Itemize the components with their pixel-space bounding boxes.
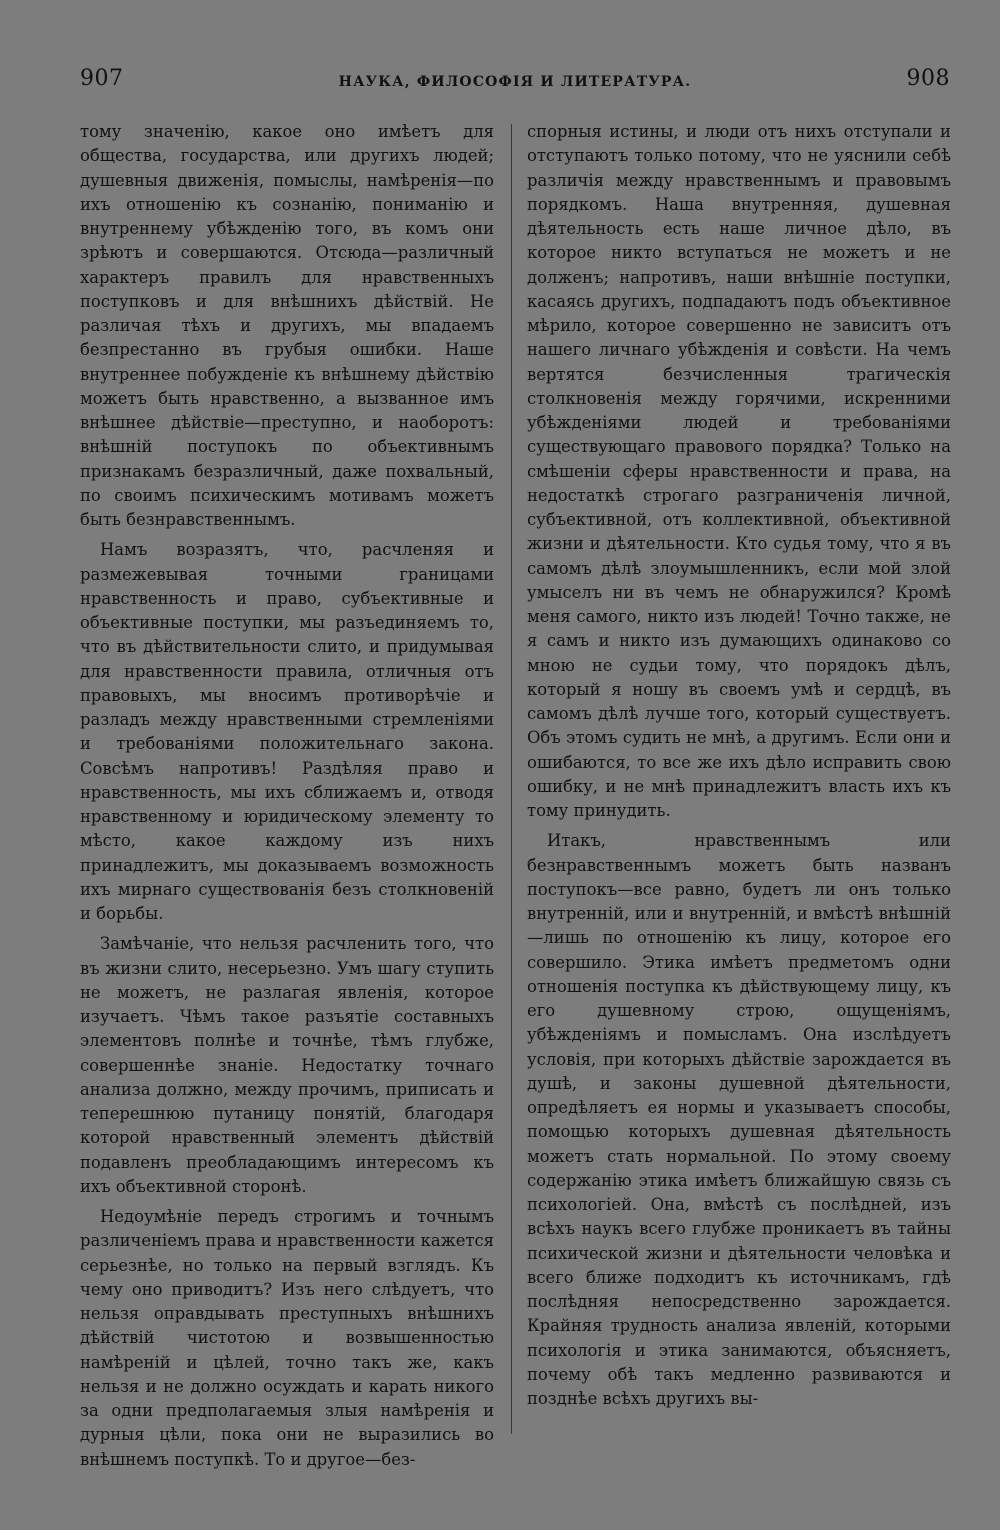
page-header [80,66,950,102]
paragraph: тому значенію, какое оно имѣетъ для общества, государства, или другихъ людей; душевныя движенія, помыслы, намѣренія—по ихъ отношенію къ сознанію, пониманію и внутреннему убѣжденію того, въ комъ они зрѣютъ и совершаются. Отсюда—различный характеръ правилъ для нравственныхъ поступковъ и для внѣшнихъ дѣйствій. Не различая тѣхъ и другихъ, мы впадаемъ безпрестанно въ грубыя ошибки. Наше внутреннее побужденіе къ внѣшнему дѣйствію можетъ быть нравственно, а вызванное имъ внѣшнее дѣйствіе—преступно, и наоборотъ: внѣшній поступокъ по объективнымъ признакамъ безразличный, даже похвальный, по своимъ психическимъ мотивамъ можетъ быть безнравственнымъ. [80,122,494,529]
running-title: НАУКА, ФИЛОСОФІЯ И ЛИТЕРАТУРА. [338,74,692,90]
right-column [527,120,951,1411]
left-column [80,120,494,1472]
paragraph: Замѣчаніе, что нельзя расчленить того, что въ жизни слито, несерьезно. Умъ шагу ступить не можетъ, не разлагая явленія, которое изучаетъ. Чѣмъ такое разъятіе составныхъ элементовъ полнѣе и точнѣе, тѣмъ глубже, совершеннѣе знаніе. Недостатку точнаго анализа должно, между прочимъ, приписать и теперешнюю путаницу понятій, благодаря которой нравственный элементъ дѣйствій подавленъ преобладающимъ интересомъ къ ихъ объективной сторонѣ. [80,934,494,1196]
paragraph: Намъ возразятъ, что, расчленяя и размежевывая точными границами нравственность и право, субъективные и объективные поступки, мы разъединяемъ то, что въ дѣйствительности слито, и придумывая для нравственности правила, отличныя отъ правовыхъ, мы вносимъ противорѣчіе и разладъ между нравственными стремленіями и требованіями положительнаго закона. Совсѣмъ напротивъ! Раздѣляя право и нравственность, мы ихъ сближаемъ и, отводя нравственному и юридическому элементу то мѣсто, какое каждому изъ нихъ принадлежитъ, мы доказываемъ возможность ихъ мирнаго существованія безъ столкновеній и борьбы. [80,540,494,923]
paragraph: Недоумѣніе передъ строгимъ и точнымъ различеніемъ права и нравственности кажется серьезнѣе, но только на первый взглядъ. Къ чему оно приводитъ? Изъ него слѣдуетъ, что нельзя оправдывать преступныхъ внѣшнихъ дѣйствій чистотою и возвышенностью намѣреній и цѣлей, точно такъ же, какъ нельзя и не должно осуждать и карать никого за одни предполагаемыя злыя намѣренія и дурныя цѣли, пока они не выразились во внѣшнемъ поступкѣ. То и другое—без- [80,1207,494,1469]
page-number-right: 908 [906,66,950,91]
paragraph: Итакъ, нравственнымъ или безнравственнымъ можетъ быть названъ поступокъ—все равно, будетъ ли онъ только внутренній, или и внутренній, и вмѣстѣ внѣшній—лишь по отношенію къ лицу, которое его совершило. Этика имѣетъ предметомъ одни отношенія поступка къ дѣйствующему лицу, къ его душевному строю, ощущеніямъ, убѣжденіямъ и помысламъ. Она изслѣдуетъ условія, при которыхъ дѣйствіе зарождается въ душѣ, и законы душевной дѣятельности, опредѣляетъ ея нормы и указываетъ способы, помощью которыхъ душевная дѣятельность можетъ стать нормальной. По этому своему содержанію этика имѣетъ ближайшую связь съ психологіей. Она, вмѣстѣ съ послѣдней, изъ всѣхъ наукъ всего глубже проникаетъ въ тайны психической жизни и дѣятельности человѣка и всего ближе подходитъ къ источникамъ, гдѣ послѣдняя непосредственно зарождается. Крайняя трудность анализа явленій, которыми психологія и этика занимаются, объясняетъ, почему обѣ такъ медленно развиваются и позднѣе всѣхъ другихъ вы- [527,831,951,1408]
paragraph: спорныя истины, и люди отъ нихъ отступали и отступаютъ только потому, что не уяснили себѣ различія между нравственнымъ и правовымъ порядкомъ. Наша внутренняя, душевная дѣятельность есть наше личное дѣло, въ которое никто вступаться не можетъ и не долженъ; напротивъ, наши внѣшніе поступки, касаясь другихъ, подпадаютъ подъ объективное мѣрило, которое совершенно не зависитъ отъ нашего личнаго убѣжденія и совѣсти. На чемъ вертятся безчисленныя трагическія столкновенія между горячими, искренними убѣжденіями людей и требованіями существующаго правового порядка? Только на смѣшеніи сферы нравственности и права, на недостаткѣ строгаго разграниченія личной, субъективной, отъ коллективной, объективной жизни и дѣятельности. Кто судья тому, что я въ самомъ дѣлѣ злоумышленникъ, если мой злой умыселъ ни въ чемъ не обнаружился? Кромѣ меня самого, никто изъ людей! Точно также, не я самъ и никто изъ думающихъ одинаково со мною не судьи тому, что порядокъ дѣлъ, который я ношу въ своемъ умѣ и сердцѣ, въ самомъ дѣлѣ лучше того, который существуетъ. Объ этомъ судить не мнѣ, а другимъ. Если они и ошибаются, то все же ихъ дѣло исправить свою ошибку, и не мнѣ принадлежитъ власть ихъ къ тому принудить. [527,122,951,820]
page-number-left: 907 [80,66,124,91]
column-divider [511,124,512,1434]
